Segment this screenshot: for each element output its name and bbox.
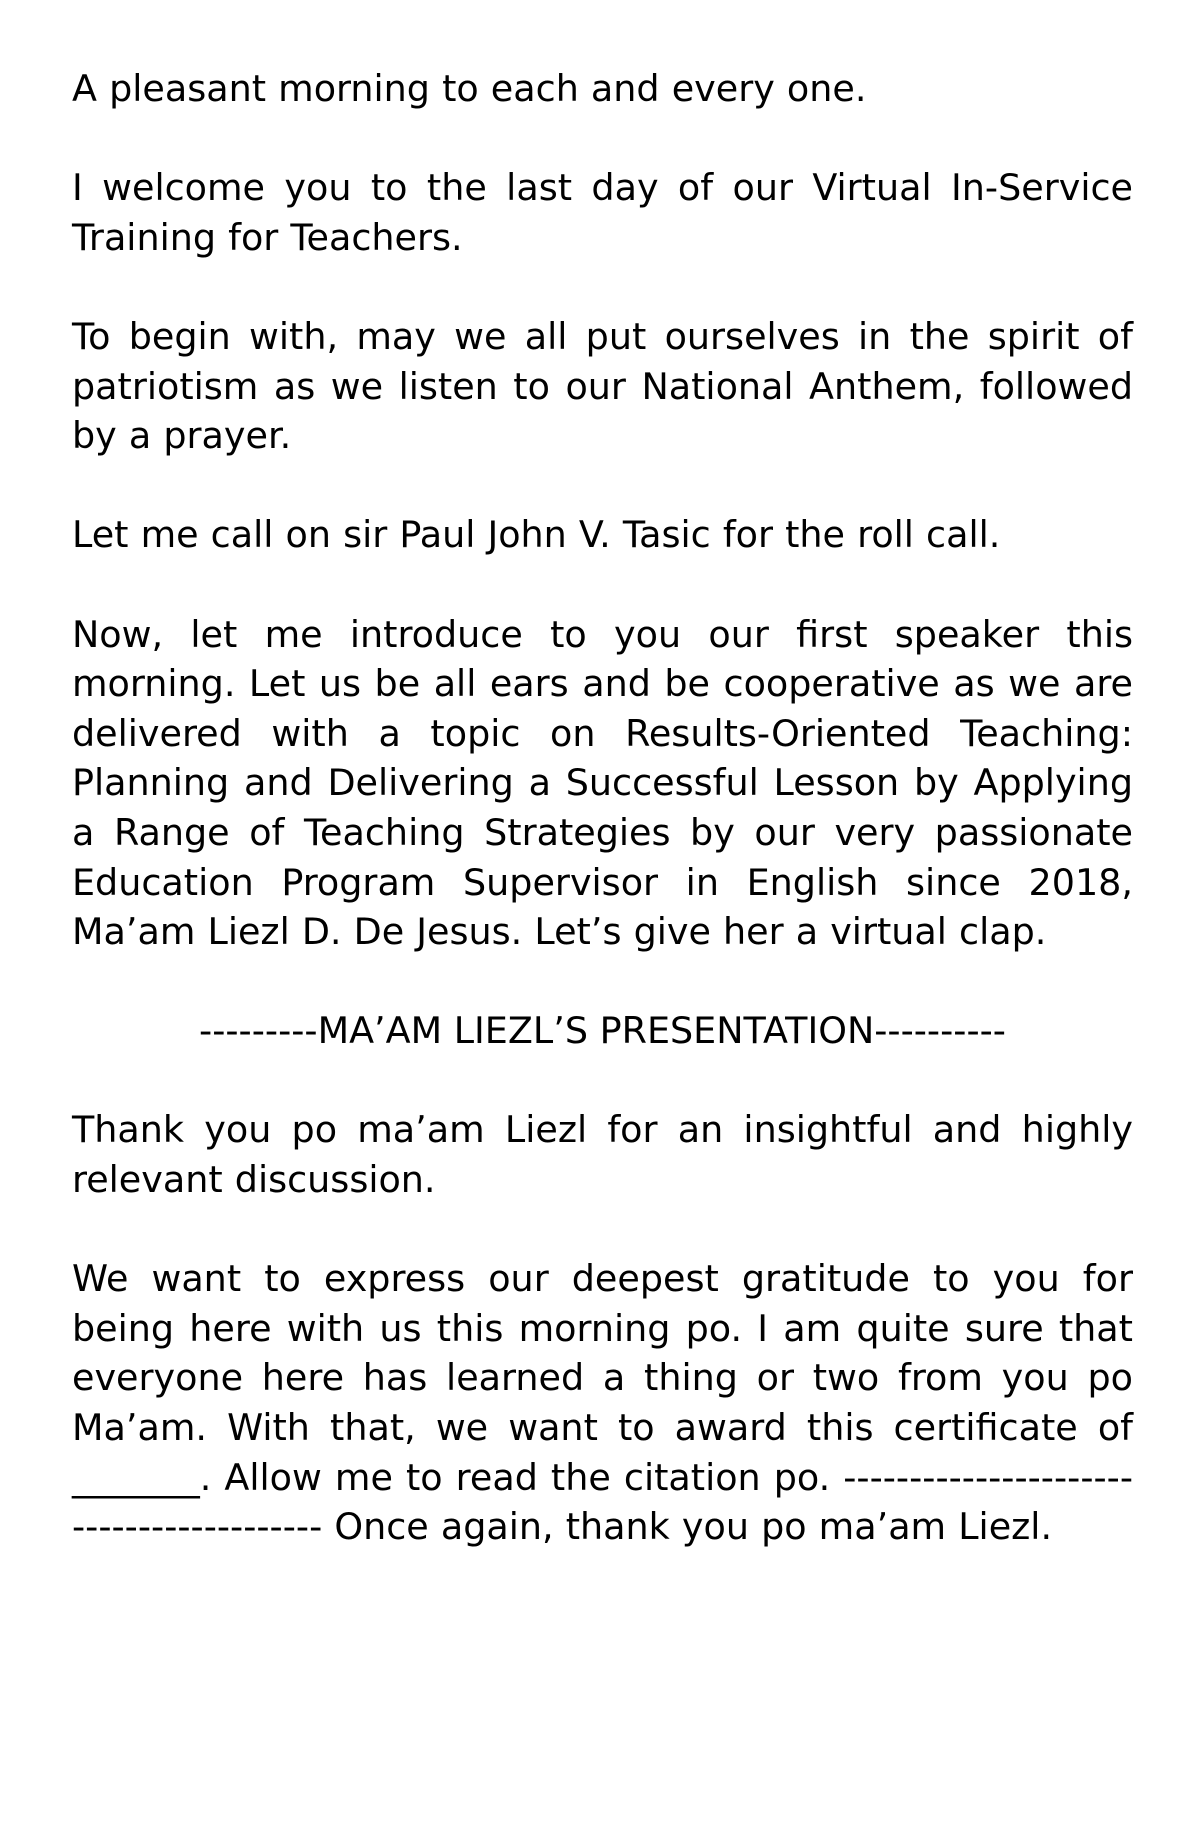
roll-call-paragraph: Let me call on sir Paul John V. Tasic for the roll call. [72, 513, 1001, 557]
thank-you-paragraph: Thank you po ma’am Liezl for an insightful and highly relevant discussion. [72, 1108, 1133, 1202]
gratitude-paragraph: We want to express our deepest gratitude to you for being here with us this morning po. I am quite sure that everyone here has learned a thing or two from you po Ma’am. With that, we want to award this certificate of _______. Allow me to read the citation po. ----------------------------------------- Once again, thank you po ma’am Liezl. [72, 1257, 1133, 1549]
welcome-paragraph: I welcome you to the last day of our Virtual In-Service Training for Teachers. [72, 166, 1133, 259]
presentation-divider: ---------MA’AM LIEZL’S PRESENTATION---------- [199, 1009, 1006, 1053]
greeting-paragraph: A pleasant morning to each and every one. [72, 67, 867, 110]
document-page [72, 64, 1133, 1601]
anthem-paragraph: To begin with, may we all put ourselves in the spirit of patriotism as we listen to our National Anthem, followed by a prayer. [72, 314, 1133, 458]
speaker-introduction-paragraph: Now, let me introduce to you our first speaker this morning. Let us be all ears and be cooperative as we are delivered with a topic on Results-Oriented Teaching: Planning and Delivering a Successful Lesson by Applying a Range of Teaching Strategies by our very passionate Education Program Supervisor in English since 2018, Ma’am Liezl D. De Jesus. Let’s give her a virtual clap. [72, 612, 1133, 954]
